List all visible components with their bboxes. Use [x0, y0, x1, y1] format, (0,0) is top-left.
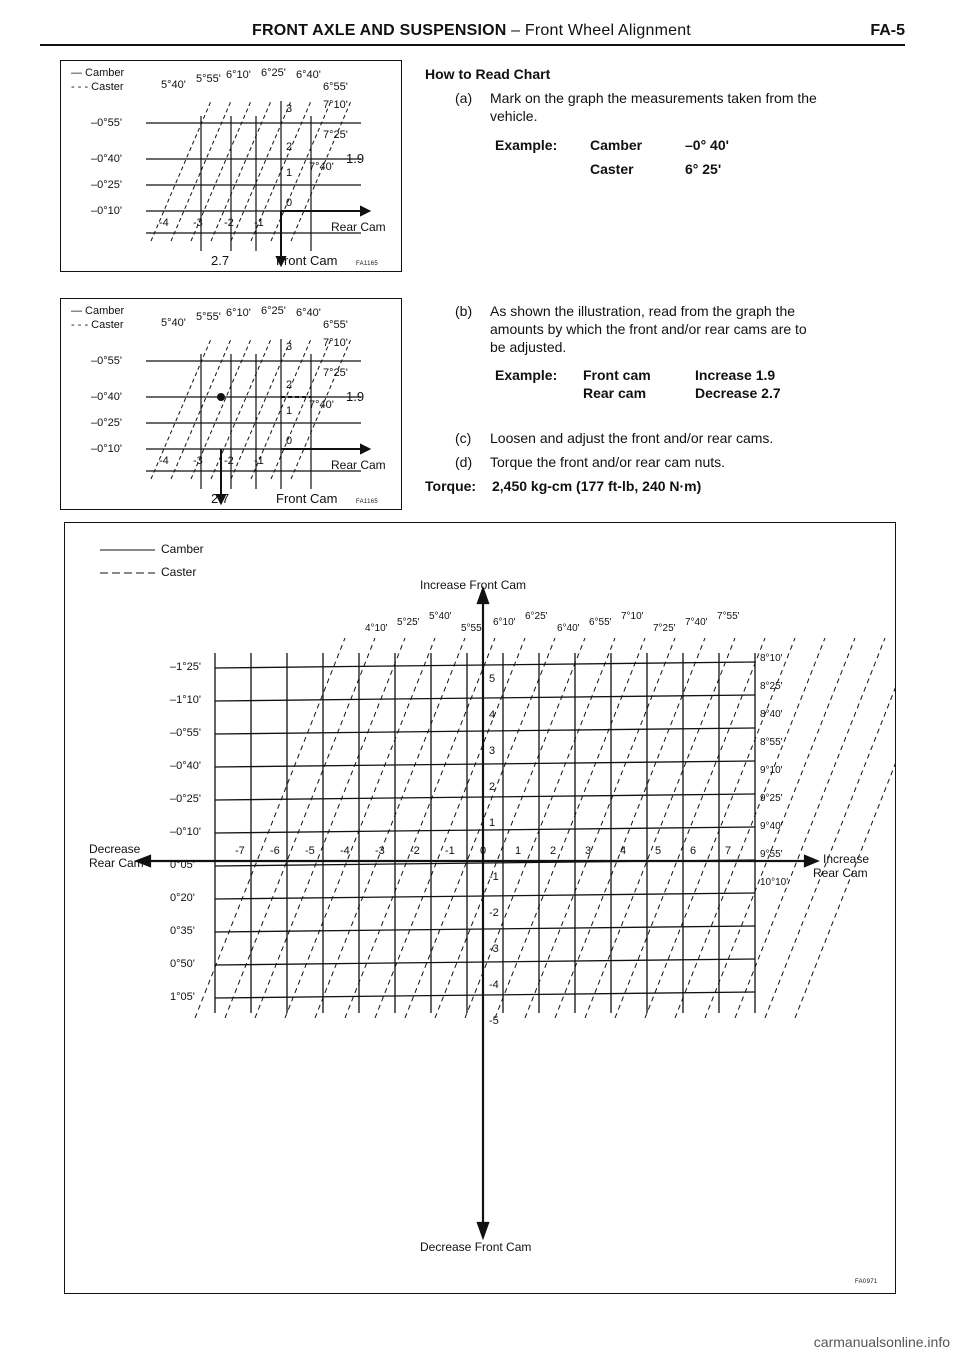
caster-line: [315, 638, 465, 1018]
step-b-text-3: be adjusted.: [490, 339, 567, 355]
big-rear-tick: -3: [375, 845, 385, 857]
step-b-text-2: amounts by which the front and/or rear cams are to: [490, 321, 807, 337]
increase-front-cam: Increase Front Cam: [420, 578, 527, 592]
big-caster-label: 6°10': [493, 617, 516, 628]
front-tick: 0: [286, 197, 293, 209]
increase-rear-cam-2: Rear Cam: [813, 866, 868, 880]
example-label-b: Example:: [495, 367, 558, 383]
value-2-7: 2.7: [211, 491, 230, 506]
big-caster-label: 6°25': [525, 611, 548, 622]
camber-label: –0°55': [91, 355, 122, 367]
camber-line: [215, 992, 755, 998]
big-camber-label: –0°10': [170, 826, 201, 838]
big-rear-tick: 3: [585, 845, 592, 857]
caster-label: 6°10': [226, 307, 251, 319]
caster-label: 7°40': [309, 161, 334, 173]
rear-tick: -4: [159, 455, 169, 467]
caster-value: 6° 25': [685, 161, 722, 177]
big-rear-tick: 0: [480, 845, 487, 857]
front-tick: 3: [286, 103, 293, 115]
big-front-tick: 5: [489, 673, 496, 685]
small-legend-camber: — Camber: [71, 305, 125, 317]
big-front-tick: 2: [489, 781, 496, 793]
big-camber-label: –0°40': [170, 760, 201, 772]
camber-key: Camber: [590, 137, 643, 153]
big-rear-tick: -7: [235, 845, 245, 857]
footer-site: carmanualsonline.info: [813, 1334, 950, 1350]
camber-line: [215, 728, 755, 734]
big-chart-lines: [65, 523, 895, 1293]
step-b-text-1: As shown the illustration, read from the graph the: [490, 303, 796, 319]
big-caster-label: 6°40': [557, 623, 580, 634]
caster-key: Caster: [590, 161, 634, 177]
front-tick: 1: [286, 405, 293, 417]
big-caster-label: 5°55': [461, 623, 484, 634]
rear-tick: -1: [254, 455, 264, 467]
step-a-text-2: vehicle.: [490, 108, 538, 124]
front-cam-label: Front Cam: [276, 253, 338, 268]
step-a-text-1: Mark on the graph the measurements taken from the: [490, 90, 817, 106]
rear-cam-key: Rear cam: [583, 385, 647, 401]
front-tick: 3: [286, 341, 293, 353]
figure-code: FA1165: [356, 261, 379, 267]
camber-line: [215, 926, 755, 932]
big-legend-caster: Caster: [161, 565, 197, 579]
caster-label: 7°10': [323, 99, 348, 111]
caster-line: [225, 638, 375, 1018]
big-rear-tick: 1: [515, 845, 522, 857]
camber-value: –0° 40': [685, 137, 729, 153]
decrease-rear-cam-1: Decrease: [89, 842, 141, 856]
step-d-letter: (d): [455, 454, 473, 470]
rear-tick: -1: [254, 217, 264, 229]
small-chart-1: [60, 60, 402, 272]
small-legend-caster: - - - Caster: [71, 81, 124, 93]
big-caster-label: 8°55': [760, 737, 783, 748]
caster-label: 6°25': [261, 67, 286, 79]
big-camber-label: –1°10': [170, 694, 201, 706]
small-legend-camber: — Camber: [71, 67, 125, 79]
big-camber-label: 0°50': [170, 958, 195, 970]
big-rear-tick: -6: [270, 845, 280, 857]
big-front-tick: -3: [489, 943, 499, 955]
big-front-tick: -1: [489, 871, 499, 883]
camber-label: –0°25': [91, 179, 122, 191]
rear-tick: -4: [159, 217, 169, 229]
big-caster-label: 10°10': [760, 877, 789, 888]
caster-label: 6°55': [323, 319, 348, 331]
rear-cam-label: Rear Cam: [331, 220, 386, 234]
big-front-tick: 1: [489, 817, 496, 829]
big-front-tick: -4: [489, 979, 499, 991]
rear-tick: -3: [193, 455, 203, 467]
rear-cam-value: Decrease 2.7: [695, 385, 781, 401]
big-caster-label: 5°25': [397, 617, 420, 628]
caster-line: [765, 638, 895, 1018]
front-tick: 1: [286, 167, 293, 179]
caster-label: 7°40': [309, 399, 334, 411]
caster-label: 6°10': [226, 69, 251, 81]
step-c-letter: (c): [455, 430, 472, 446]
step-c-text: Loosen and adjust the front and/or rear cams.: [490, 430, 774, 446]
value-1-9: 1.9: [346, 389, 365, 404]
caster-label: 6°55': [323, 81, 348, 93]
figure-code: FA1165: [356, 499, 379, 505]
big-rear-tick: 2: [550, 845, 557, 857]
page-number: FA-5: [870, 22, 905, 39]
caster-label: 7°25': [323, 367, 348, 379]
big-caster-label: 7°25': [653, 623, 676, 634]
caster-line: [795, 638, 895, 1018]
caster-label: 5°40': [161, 79, 186, 91]
caster-label: 6°25': [261, 305, 286, 317]
big-camber-label: 0°20': [170, 892, 195, 904]
camber-label: –0°25': [91, 417, 122, 429]
big-rear-tick: 4: [620, 845, 627, 857]
caster-label: 5°55': [196, 73, 221, 85]
header-rule: [40, 44, 905, 46]
camber-label: –0°10': [91, 205, 122, 217]
big-caster-label: 5°40': [429, 611, 452, 622]
big-camber-label: –1°25': [170, 661, 201, 673]
big-front-tick: -5: [489, 1015, 499, 1027]
step-b-letter: (b): [455, 303, 473, 319]
big-caster-label: 7°55': [717, 611, 740, 622]
big-camber-label: –0°25': [170, 793, 201, 805]
camber-label: –0°40': [91, 391, 122, 403]
big-rear-tick: -4: [340, 845, 350, 857]
big-chart: [64, 522, 896, 1294]
camber-line: [215, 761, 755, 767]
rear-tick: -2: [224, 455, 234, 467]
caster-label: 6°40': [296, 69, 321, 81]
instructions-heading: How to Read Chart: [425, 66, 551, 82]
camber-line: [215, 959, 755, 965]
camber-line: [215, 695, 755, 701]
increase-rear-cam-1: Increase: [823, 852, 870, 866]
big-figure-code: FA0971: [855, 1279, 878, 1285]
rear-tick: -2: [224, 217, 234, 229]
small-chart-2: [60, 298, 402, 510]
front-tick: 2: [286, 379, 293, 391]
big-caster-label: 9°10': [760, 765, 783, 776]
front-tick: 0: [286, 435, 293, 447]
camber-line: [215, 794, 755, 800]
caster-line: [735, 638, 885, 1018]
big-camber-label: 1°05': [170, 991, 195, 1003]
big-caster-label: 6°55': [589, 617, 612, 628]
big-caster-label: 9°55': [760, 849, 783, 860]
big-front-tick: 3: [489, 745, 496, 757]
big-camber-label: –0°55': [170, 727, 201, 739]
caster-label: 7°25': [323, 129, 348, 141]
header-title: [252, 22, 691, 40]
big-caster-label: 8°25': [760, 681, 783, 692]
front-cam-label: Front Cam: [276, 491, 338, 506]
torque-label: Torque:: [425, 478, 477, 494]
caster-label: 6°40': [296, 307, 321, 319]
camber-line: [215, 827, 755, 833]
front-cam-key: Front cam: [583, 367, 651, 383]
big-camber-label: 0°05': [170, 859, 195, 871]
header-title-bold: FRONT AXLE AND SUSPENSION: [252, 22, 507, 39]
caster-label: 5°40': [161, 317, 186, 329]
camber-label: –0°10': [91, 443, 122, 455]
value-2-7: 2.7: [211, 253, 230, 268]
step-a-letter: (a): [455, 90, 473, 106]
big-legend-camber: Camber: [161, 542, 204, 556]
step-d-text: Torque the front and/or rear cam nuts.: [490, 454, 726, 470]
camber-label: –0°40': [91, 153, 122, 165]
caster-line: [285, 638, 435, 1018]
big-front-tick: 4: [489, 709, 496, 721]
camber-line: [215, 893, 755, 899]
rear-cam-label: Rear Cam: [331, 458, 386, 472]
example-label: Example:: [495, 137, 558, 153]
big-front-tick: -2: [489, 907, 499, 919]
caster-line: [255, 638, 405, 1018]
big-rear-tick: 7: [725, 845, 732, 857]
small-legend-caster: - - - Caster: [71, 319, 124, 331]
big-rear-tick: -1: [445, 845, 455, 857]
decrease-front-cam: Decrease Front Cam: [420, 1240, 532, 1254]
front-tick: 2: [286, 141, 293, 153]
header-title-rest: – Front Wheel Alignment: [506, 22, 691, 39]
value-1-9: 1.9: [346, 151, 365, 166]
rear-tick: -3: [193, 217, 203, 229]
camber-label: –0°55': [91, 117, 122, 129]
front-cam-value: Increase 1.9: [695, 367, 776, 383]
big-caster-label: 9°25': [760, 793, 783, 804]
big-rear-tick: 6: [690, 845, 697, 857]
big-caster-label: 7°10': [621, 611, 644, 622]
decrease-rear-cam-2: Rear Cam: [89, 856, 144, 870]
caster-label: 7°10': [323, 337, 348, 349]
big-caster-label: 8°40': [760, 709, 783, 720]
caster-label: 5°55': [196, 311, 221, 323]
big-caster-label: 9°40': [760, 821, 783, 832]
big-caster-label: 4°10': [365, 623, 388, 634]
big-rear-tick: -2: [410, 845, 420, 857]
big-rear-tick: -5: [305, 845, 315, 857]
caster-line: [345, 638, 495, 1018]
big-caster-label: 7°40': [685, 617, 708, 628]
torque-value: 2,450 kg-cm (177 ft-lb, 240 N·m): [492, 478, 702, 494]
big-camber-label: 0°35': [170, 925, 195, 937]
big-caster-label: 8°10': [760, 653, 783, 664]
big-rear-tick: 5: [655, 845, 662, 857]
